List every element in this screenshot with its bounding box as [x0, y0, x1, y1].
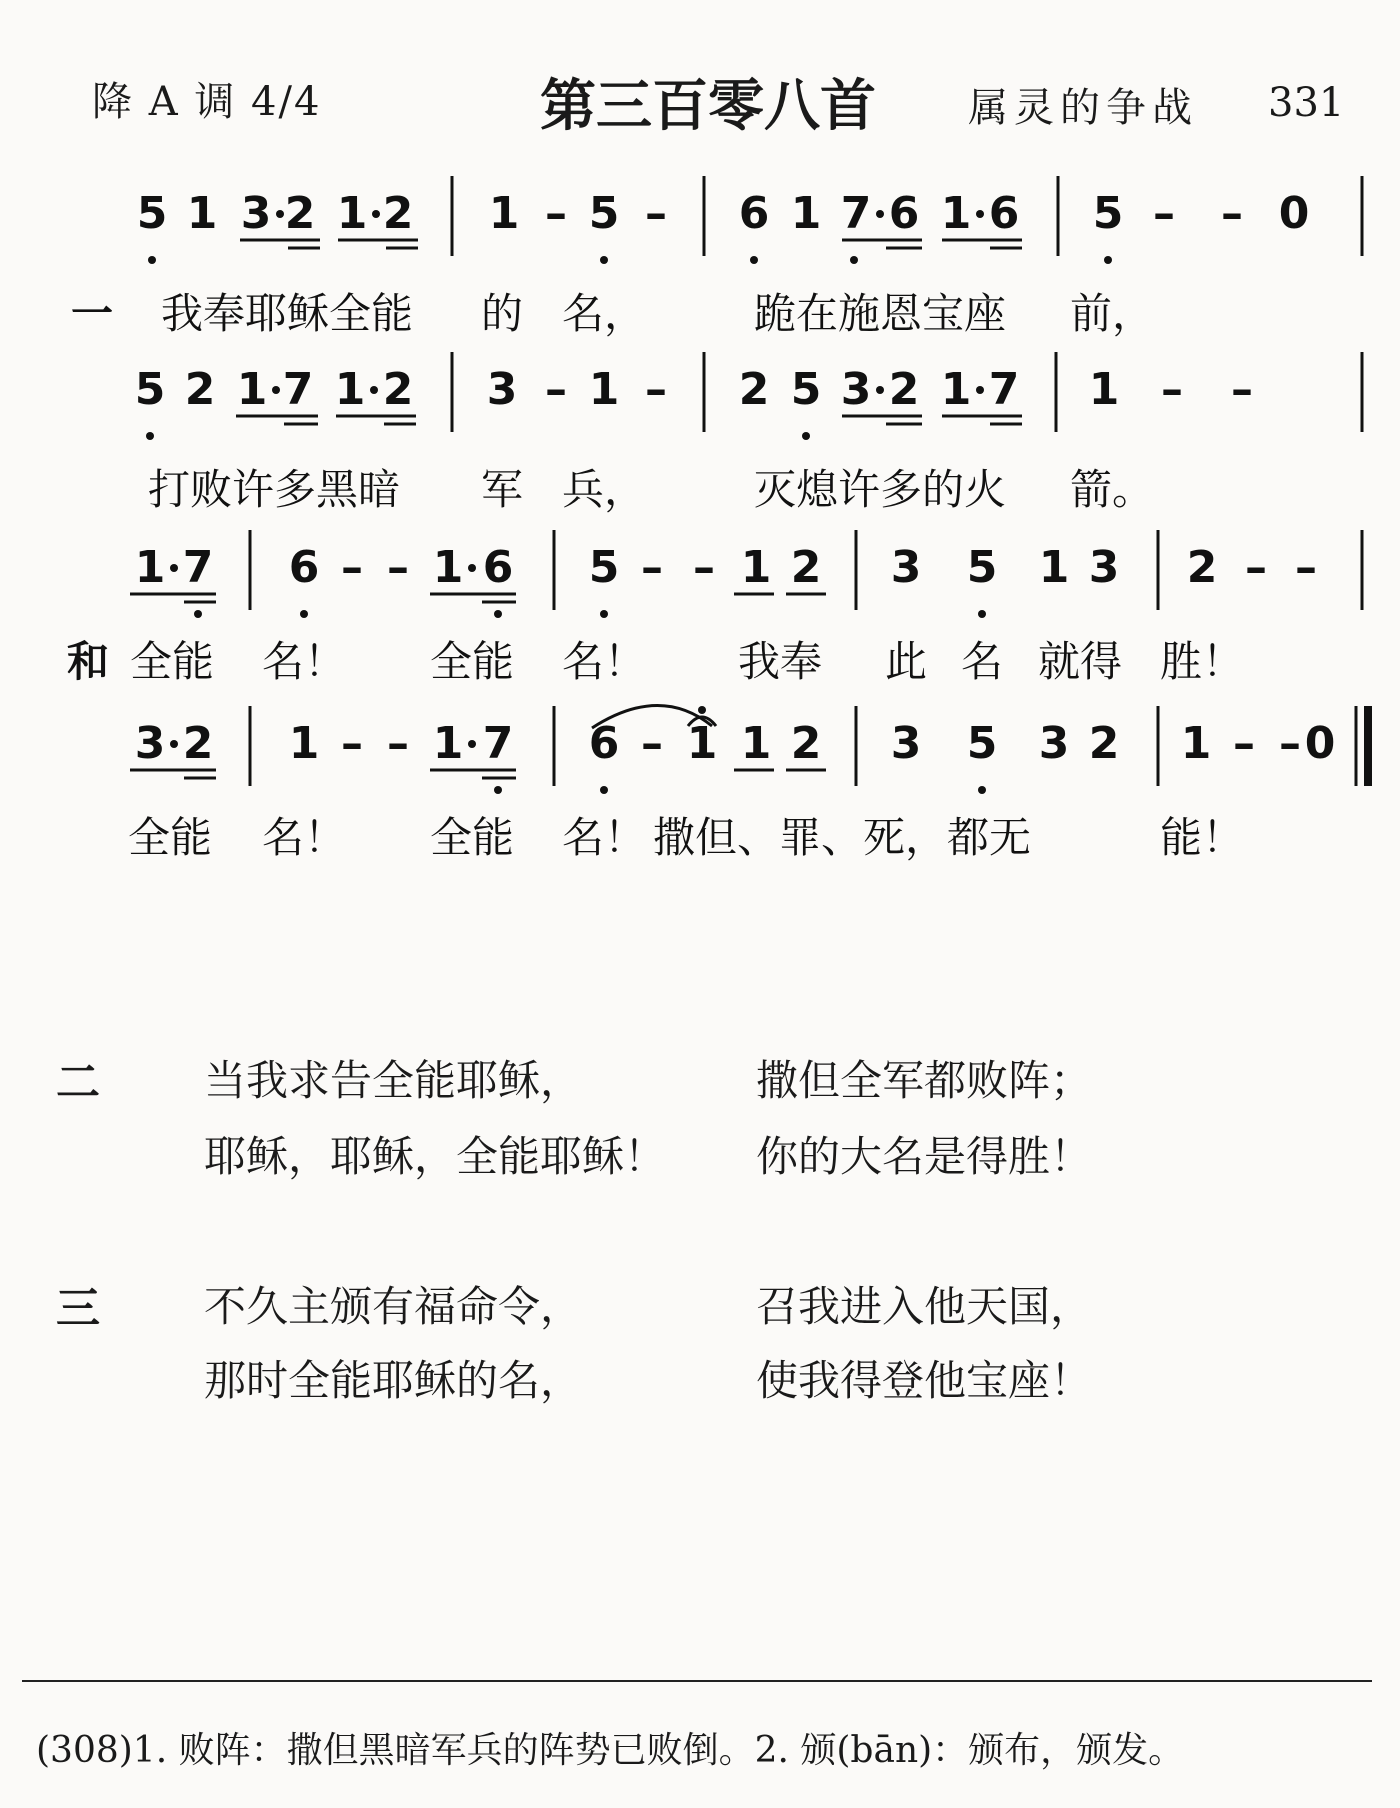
note-number: 1 [1038, 542, 1070, 593]
note-number: 6 [288, 542, 320, 593]
note-number: 2 [382, 188, 414, 239]
low-octave-dot [600, 256, 608, 264]
lyric-syllable: 此 [884, 637, 928, 686]
note-number: 5 [134, 364, 166, 415]
verse-2-line-1-a: 当我求告全能耶稣， [204, 1056, 583, 1105]
note-number: 7 [482, 718, 514, 769]
note-number: 1 [740, 718, 772, 769]
verse-3-line-2-a: 那时全能耶稣的名， [204, 1356, 583, 1405]
note-number: 3 [890, 542, 922, 593]
note-number: 1 [686, 718, 718, 769]
note-number: 1 [1180, 718, 1212, 769]
note-number: 3 [890, 718, 922, 769]
sustain-dash: – [645, 364, 667, 415]
note-number: 7 [840, 188, 872, 239]
low-octave-dot [978, 610, 986, 618]
augmentation-dot [170, 564, 178, 572]
lyric-syllable: 名！ [561, 637, 647, 686]
note-number: 5 [790, 364, 822, 415]
note-number: 3 [486, 364, 518, 415]
verse-label: 和 [66, 637, 110, 686]
verse-3-line-1-b: 召我进入他天国， [756, 1282, 1093, 1331]
sustain-dash: – [693, 542, 715, 593]
note-number: 1 [740, 542, 772, 593]
sustain-dash: – [1221, 188, 1243, 239]
note-number: 1 [334, 364, 366, 415]
note-number: 6 [738, 188, 770, 239]
note-number: 1 [588, 364, 620, 415]
note-number: 7 [282, 364, 314, 415]
note-number: 0 [1304, 718, 1336, 769]
note-number: 6 [482, 542, 514, 593]
sustain-dash: – [387, 542, 409, 593]
sustain-dash: – [1161, 364, 1183, 415]
note-number: 1 [134, 542, 166, 593]
note-number: 2 [182, 718, 214, 769]
note-number: 5 [966, 718, 998, 769]
lyric-syllable: 胜！ [1159, 637, 1245, 686]
footnote-divider [22, 1680, 1372, 1682]
score-system-4 [128, 705, 1372, 862]
note-number: 3 [134, 718, 166, 769]
verse-2-line-2-a: 耶稣，耶稣，全能耶稣！ [204, 1132, 667, 1181]
low-octave-dot [978, 786, 986, 794]
augmentation-dot [876, 386, 884, 394]
note-number: 1 [488, 188, 520, 239]
note-number: 6 [588, 718, 620, 769]
low-octave-dot [300, 610, 308, 618]
lyric-syllable: 能！ [1159, 813, 1245, 862]
score-system-2 [135, 352, 1362, 514]
augmentation-dot [170, 740, 178, 748]
low-octave-dot [1104, 256, 1112, 264]
hymn-category: 属灵的争战 [968, 85, 1198, 131]
augmentation-dot [468, 740, 476, 748]
sustain-dash: – [1295, 542, 1317, 593]
augmentation-dot [876, 210, 884, 218]
note-number: 1 [940, 188, 972, 239]
augmentation-dot [976, 210, 984, 218]
lyric-syllable: 全能 [129, 637, 215, 686]
note-number: 1 [288, 718, 320, 769]
lyric-syllable: 全能 [127, 813, 213, 862]
note-number: 2 [382, 364, 414, 415]
score-system-1 [71, 176, 1362, 338]
low-octave-dot [494, 610, 502, 618]
verse-number-3: 三 [56, 1283, 100, 1334]
note-number: 1 [432, 718, 464, 769]
note-number: 2 [1186, 542, 1218, 593]
note-number: 2 [1088, 718, 1120, 769]
footnote: (308)1. 败阵：撒但黑暗军兵的阵势已败倒。2. 颁(bān)：颁布，颁发。 [36, 1730, 1185, 1771]
lyric-syllable: 我奉 [737, 637, 823, 686]
high-octave-dot [698, 706, 706, 714]
sustain-dash: – [1233, 718, 1255, 769]
note-number: 1 [790, 188, 822, 239]
note-number: 2 [790, 542, 822, 593]
note-number: 5 [588, 188, 620, 239]
lyric-syllable: 名！ [261, 637, 347, 686]
lyric-syllable: 跪在施恩宝座 [753, 289, 1007, 338]
note-number: 2 [738, 364, 770, 415]
sustain-dash: – [341, 718, 363, 769]
page-number: 331 [1268, 80, 1345, 126]
numbered-notation-score [0, 0, 1400, 900]
sustain-dash: – [641, 542, 663, 593]
note-number: 2 [184, 364, 216, 415]
lyric-syllable: 灭熄许多的火 [753, 465, 1007, 514]
lyric-syllable: 军 [480, 465, 524, 514]
verse-3-line-2-b: 使我得登他宝座！ [756, 1356, 1093, 1405]
sustain-dash: – [645, 188, 667, 239]
verse-3-line-1-a: 不久主颁有福命令， [204, 1282, 583, 1331]
note-number: 5 [1092, 188, 1124, 239]
sustain-dash: – [545, 188, 567, 239]
lyric-syllable: 名， [561, 289, 647, 338]
note-number: 3 [1038, 718, 1070, 769]
lyric-syllable: 名 [960, 637, 1004, 686]
lyric-syllable: 名！ [561, 813, 647, 862]
lyric-syllable: 兵， [561, 465, 647, 514]
low-octave-dot [850, 256, 858, 264]
note-number: 5 [136, 188, 168, 239]
sustain-dash: – [341, 542, 363, 593]
augmentation-dot [370, 386, 378, 394]
hymn-title: 第三百零八首 [540, 74, 876, 139]
sustain-dash: – [1245, 542, 1267, 593]
sustain-dash: – [545, 364, 567, 415]
augmentation-dot [272, 386, 280, 394]
lyric-syllable: 全能 [429, 637, 515, 686]
note-number: 6 [888, 188, 920, 239]
note-number: 1 [236, 364, 268, 415]
augmentation-dot [372, 210, 380, 218]
sustain-dash: – [1153, 188, 1175, 239]
low-octave-dot [194, 610, 202, 618]
lyric-syllable: 名！ [261, 813, 347, 862]
lyric-syllable: 前， [1069, 289, 1155, 338]
low-octave-dot [802, 432, 810, 440]
final-bar-thick [1364, 706, 1372, 786]
augmentation-dot [976, 386, 984, 394]
low-octave-dot [600, 786, 608, 794]
verse-2-line-1-b: 撒但全军都败阵； [756, 1056, 1093, 1105]
low-octave-dot [148, 256, 156, 264]
sustain-dash: – [641, 718, 663, 769]
note-number: 6 [988, 188, 1020, 239]
note-number: 1 [432, 542, 464, 593]
note-number: 5 [588, 542, 620, 593]
verse-2-line-2-b: 你的大名是得胜！ [756, 1132, 1093, 1181]
sustain-dash: – [1279, 718, 1301, 769]
note-number: 7 [182, 542, 214, 593]
note-number: 2 [790, 718, 822, 769]
sustain-dash: – [387, 718, 409, 769]
low-octave-dot [750, 256, 758, 264]
key-signature: 降 A 调 4/4 [92, 79, 322, 125]
low-octave-dot [494, 786, 502, 794]
sustain-dash: – [1231, 364, 1253, 415]
lyric-syllable: 就得 [1037, 637, 1123, 686]
note-number: 2 [888, 364, 920, 415]
note-number: 2 [284, 188, 316, 239]
augmentation-dot [276, 210, 284, 218]
lyric-syllable: 撒但、罪、死，都无 [652, 813, 1032, 862]
lyric-syllable: 箭。 [1069, 465, 1155, 514]
low-octave-dot [146, 432, 154, 440]
verse-label: 一 [70, 289, 114, 338]
low-octave-dot [600, 610, 608, 618]
note-number: 1 [940, 364, 972, 415]
verse-number-2: 二 [56, 1057, 100, 1108]
note-number: 1 [336, 188, 368, 239]
note-number: 3 [1088, 542, 1120, 593]
note-number: 3 [840, 364, 872, 415]
lyric-syllable: 全能 [429, 813, 515, 862]
lyric-syllable: 的 [480, 289, 524, 338]
note-number: 7 [988, 364, 1020, 415]
note-number: 1 [186, 188, 218, 239]
note-number: 5 [966, 542, 998, 593]
lyric-syllable: 打败许多黑暗 [147, 465, 401, 514]
note-number: 0 [1278, 188, 1310, 239]
note-number: 3 [240, 188, 272, 239]
score-system-3 [67, 530, 1362, 686]
augmentation-dot [468, 564, 476, 572]
lyric-syllable: 我奉耶稣全能 [160, 289, 414, 338]
note-number: 1 [1088, 364, 1120, 415]
